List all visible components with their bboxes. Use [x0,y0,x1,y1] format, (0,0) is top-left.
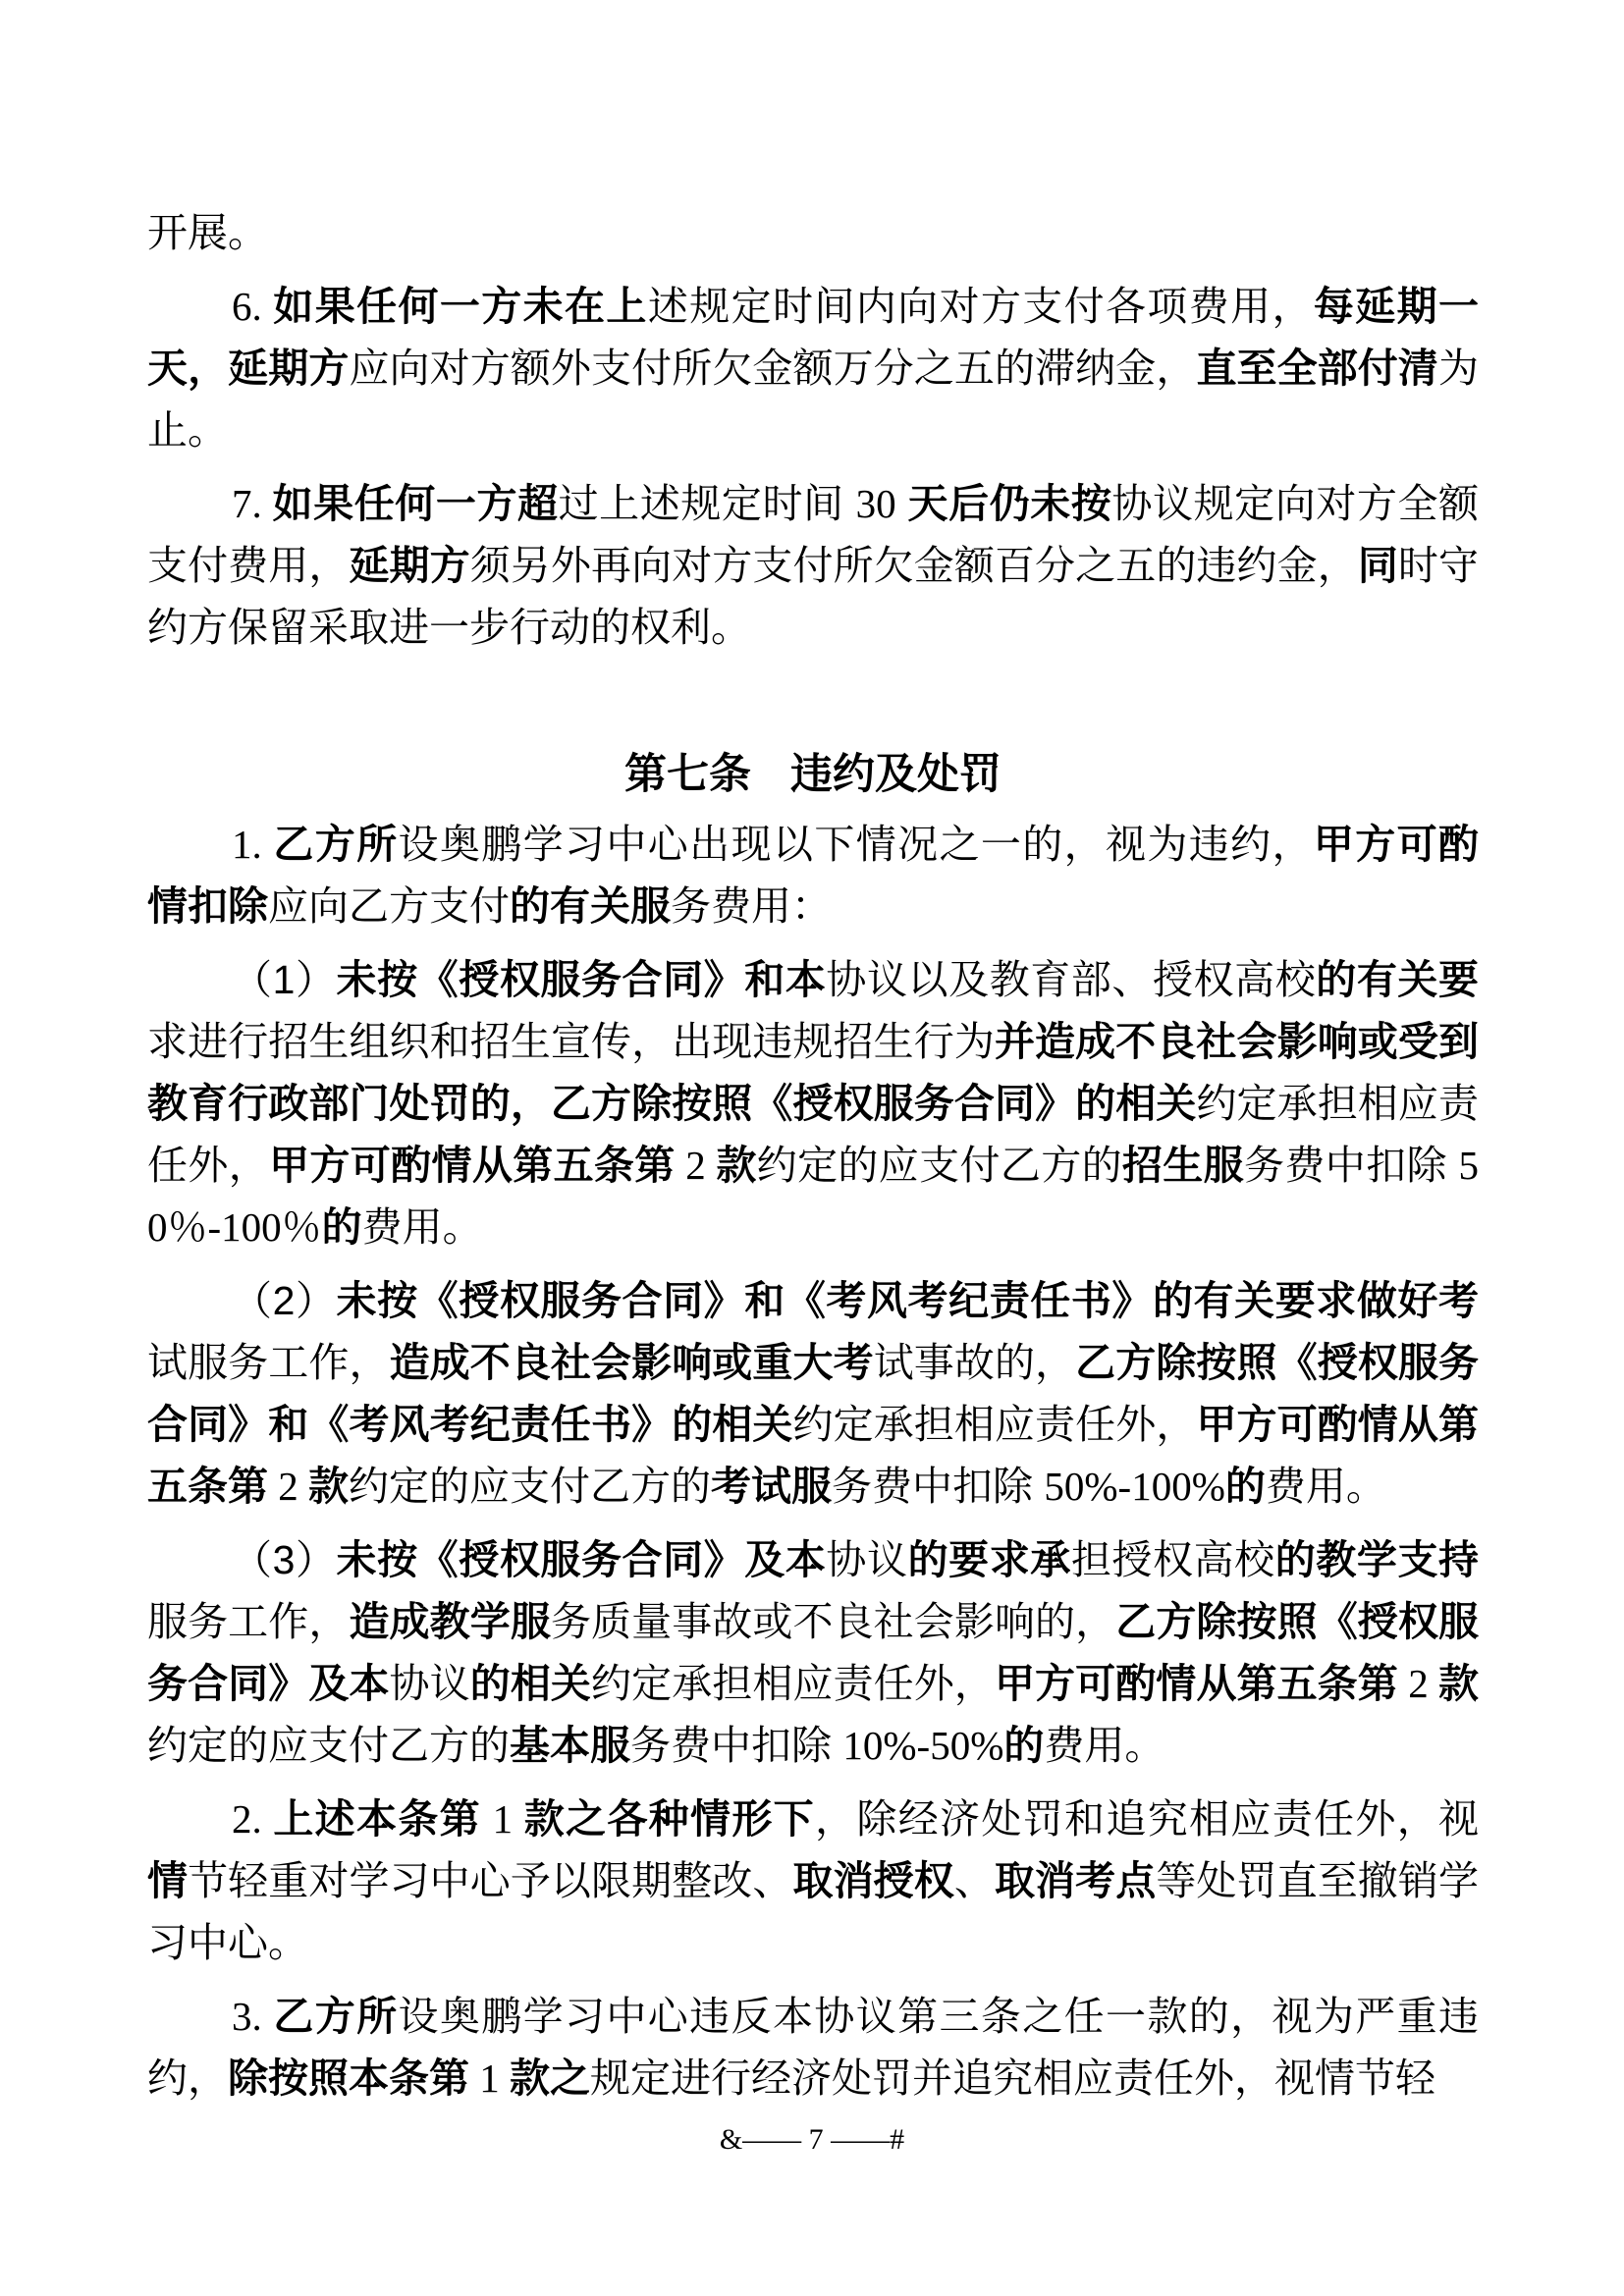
bold-text-run: 情 [147,1858,189,1903]
bold-text-run: 款之 [510,2056,590,2101]
text-run: 2 [268,1464,308,1509]
paragraph-item-1 [147,814,1479,937]
paragraph-item-3 [147,1986,1479,2109]
text-run: 1. [232,822,274,867]
text-run: 务费中扣除 [1244,1143,1459,1188]
text-run: 30 [855,481,896,526]
bold-text-run: 甲方可酌情从第五条第 [269,1143,676,1188]
text-run: 约定的应支付乙方的 [147,1723,510,1768]
paragraph-opening [147,202,1479,264]
bold-text-run: 甲方可酌情从第五条第 [147,1402,1479,1509]
page-number: &—— 7 ——# [719,2123,905,2156]
bold-text-run: 的有关服 [510,883,671,929]
paragraph-subitem-2 [147,1270,1479,1518]
text-run: 等处罚直至撤销学习中心。 [147,1858,1479,1965]
bold-text-run: 违约及处罚 [790,751,1001,798]
text-run: ，除经济处罚和追究相应责任外，视 [815,1796,1480,1842]
bold-text-run: 的有关要 [1316,957,1479,1002]
text-run: 担授权高校 [1070,1537,1275,1582]
text-run: 节轻重对学习中心予以限期整改、 [188,1858,793,1903]
text-run: 费用。 [361,1204,483,1250]
text-run: 时守约方保留采取进一步行动的权利。 [147,543,1479,650]
bold-text-run: 乙方所 [273,822,399,867]
bold-text-run: 未按《授权服务合同》及本 [336,1537,827,1582]
text-run: 约定的应支付乙方的 [349,1464,711,1509]
text-run: 开展。 [147,210,268,255]
text-run: 7. [232,481,273,526]
paragraph-clause-6 [147,276,1479,461]
text-run: 50%-100% [1044,1464,1225,1509]
text-run: 协议 [389,1661,470,1706]
text-run: 2 [675,1143,717,1188]
paragraph-clause-7 [147,473,1479,659]
bold-text-run: 款 [716,1143,757,1188]
text-run: 为止。 [147,346,1479,453]
text-run: 责任外， [147,1081,1479,1188]
bold-text-run: 乙方除按照《授权服务合同》及本 [147,1599,1479,1706]
text-run: 须另外再向对方支付所欠金额百分之五的违约金， [469,543,1358,588]
bold-text-run: 甲方可酌情从第五条第 [994,1661,1398,1706]
bold-text-run: 取消授权 [792,1858,954,1903]
text-run: 1 [469,2056,510,2101]
text-run: 费用。 [1044,1723,1165,1768]
text-run: 1 [481,1796,524,1842]
text-run: 述规定时间内向对方支付各项费用， [647,284,1314,329]
bold-text-run: 每延期一天，延期方 [147,284,1480,391]
bold-text-run: 造成教学服 [349,1599,551,1644]
text-run: 应向乙方支付 [268,883,510,929]
document-body [147,202,1479,2121]
text-run: （1） [232,957,337,1002]
text-run: 2 [1397,1661,1439,1706]
text-run: 协议规定向对方全额支付费用， [147,481,1480,588]
text-run: （3） [232,1537,337,1582]
bold-text-run: 的相关 [469,1661,592,1706]
text-run: 6. [232,284,274,329]
text-run: 2. [232,1796,274,1842]
text-run: 设奥鹏学习中心违反本协议第三条之任一款的，视为严重违约， [147,1994,1480,2101]
text-run: 、 [953,1858,995,1903]
bold-text-run: 的 [1224,1464,1266,1509]
text-run: 约定的应支付乙方的 [756,1143,1122,1188]
text-run: 试事故的， [873,1340,1076,1385]
bold-text-run: 并造成不良社会影响或受到教育行政部门处罚的，乙方除按照《授权服务合同》的相关 [147,1019,1479,1126]
text-run: 过上述规定时间 [558,481,856,526]
bold-text-run: 第七条 [624,751,751,798]
text-run: 约定承担相应 [1196,1081,1438,1126]
text-run: 10%-50% [842,1723,1004,1768]
text-run: 约定承担相应责任外， [792,1402,1197,1447]
bold-text-run: 未按《授权服务合同》和本 [336,957,827,1002]
text-run: 应向对方额外支付所欠金额万分之五的滞纳金， [349,346,1197,391]
bold-text-run: 的 [1003,1723,1045,1768]
paragraph-item-2 [147,1789,1479,1974]
text-run: 设奥鹏学习中心出现以下情况之一的，视为违约， [398,822,1314,867]
text-run: 规定进行经济处罚并追究相应责任外，视情节轻 [590,2056,1435,2101]
bold-text-run: 直至全部付清 [1196,346,1438,391]
paragraph-subitem-3 [147,1529,1479,1777]
text-run: 务费中扣除 [630,1723,843,1768]
bold-text-run: 上述本条第 [273,1796,482,1842]
bold-text-run: 取消考点 [994,1858,1157,1903]
bold-text-run: 款 [1438,1661,1480,1706]
text-run: 协议以及教育部、授权高校 [826,957,1317,1002]
text-run: 务费用： [671,883,832,929]
section-heading-article-7 [147,743,1479,806]
text-run: 服务工作， [147,1599,350,1644]
bold-text-run: 天后仍未按 [895,481,1112,526]
text-run: 试服务工作， [147,1340,390,1385]
bold-text-run: 同 [1357,543,1398,588]
bold-text-run: 招生服 [1121,1143,1245,1188]
text-run: 务质量事故或不良社会影响的， [550,1599,1116,1644]
text-run: 费用。 [1265,1464,1386,1509]
bold-text-run: 造成不良社会影响或重大考 [389,1340,874,1385]
bold-text-run: 基本服 [510,1723,630,1768]
text-run: （2） [232,1278,337,1323]
paragraph-subitem-1 [147,949,1479,1258]
bold-text-run: 的教学支持 [1274,1537,1480,1582]
bold-text-run: 延期方 [349,543,470,588]
bold-text-run: 如果任何一方未在上 [273,284,648,329]
text-run: 务费中扣除 [832,1464,1045,1509]
bold-text-run: 款之各种情形下 [523,1796,816,1842]
bold-text-run: 款 [308,1464,349,1509]
bold-text-run: 如果任何一方超 [272,481,559,526]
bold-text-run: 乙方所 [273,1994,399,2039]
text-run: 约定承担相应责任外， [591,1661,995,1706]
bold-text-run: 考试服 [711,1464,832,1509]
text-run: 协议 [826,1537,908,1582]
text-run: 3. [232,1994,274,2039]
bold-text-run: 除按照本条第 [228,2056,469,2101]
bold-text-run: 的要求承 [907,1537,1071,1582]
bold-text-run: 甲方可酌情扣除 [147,822,1480,929]
text-run: 求进行招生组织和招生宣传，出现违规招生行为 [147,1019,995,1064]
bold-text-run: 乙方除按照《授权服务合同》和《考风考纪责任书》的相关 [147,1340,1479,1447]
bold-text-run: 的 [321,1204,362,1250]
text-run: 50％-100％ [147,1143,1480,1250]
bold-text-run: 未按《授权服务合同》和《考风考纪责任书》的有关要求做好考 [336,1278,1479,1323]
